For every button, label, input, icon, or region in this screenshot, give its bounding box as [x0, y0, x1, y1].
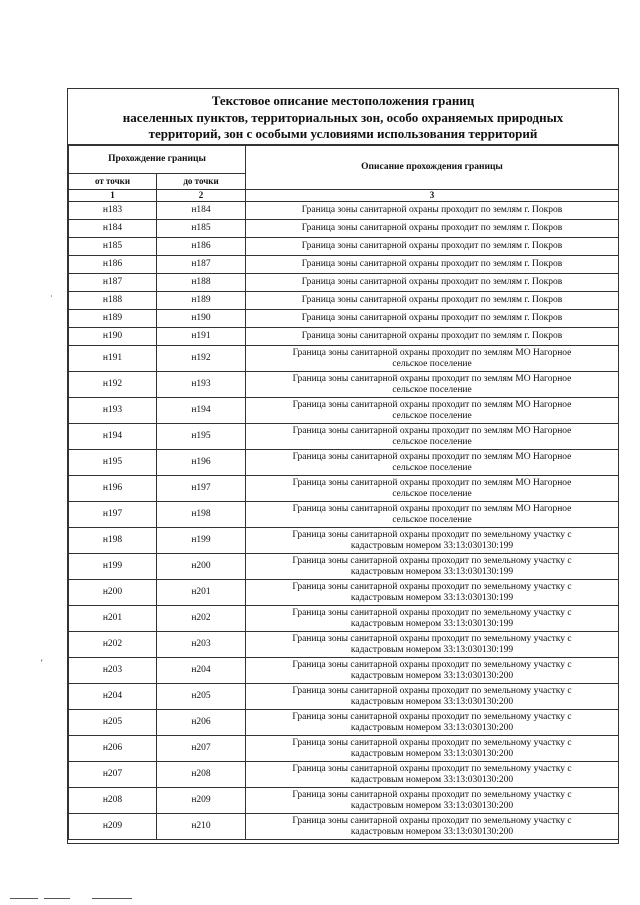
description-line: Граница зоны санитарной охраны проходит по земельному участку с	[292, 789, 572, 800]
to-point-cell: н198	[157, 502, 246, 528]
scan-dot: ·	[50, 292, 53, 301]
table-row	[69, 684, 619, 710]
to-point-cell: н185	[157, 220, 246, 238]
from-point-cell: н204	[69, 684, 157, 710]
boundary-table	[68, 145, 619, 840]
table-row	[69, 274, 619, 292]
to-point-cell: н203	[157, 632, 246, 658]
to-point-cell: н193	[157, 372, 246, 398]
from-point-cell: н191	[69, 346, 157, 372]
description-line: Граница зоны санитарной охраны проходит по землям МО Нагорное	[292, 347, 572, 358]
from-point-cell: н193	[69, 398, 157, 424]
to-point-cell: н202	[157, 606, 246, 632]
description-cell	[246, 238, 619, 256]
description-cell	[246, 580, 619, 606]
footer-dash	[92, 898, 132, 899]
table-row	[69, 256, 619, 274]
description-cell	[246, 220, 619, 238]
from-point-cell: н190	[69, 328, 157, 346]
description-cell	[246, 328, 619, 346]
to-point-cell: н209	[157, 788, 246, 814]
from-point-cell: н202	[69, 632, 157, 658]
table-row	[69, 658, 619, 684]
to-point-cell: н200	[157, 554, 246, 580]
from-point-cell: н196	[69, 476, 157, 502]
description-line: Граница зоны санитарной охраны проходит по землям МО Нагорное	[292, 425, 572, 436]
table-row	[69, 476, 619, 502]
description-cell	[246, 606, 619, 632]
description-line: Граница зоны санитарной охраны проходит по земельному участку с	[292, 711, 572, 722]
description-line: кадастровым номером 33:13:030130:200	[350, 800, 514, 811]
from-point-cell: н187	[69, 274, 157, 292]
table-row	[69, 762, 619, 788]
to-point-cell: н188	[157, 274, 246, 292]
description-line: Граница зоны санитарной охраны проходит по землям г. Покров	[301, 205, 563, 215]
from-point-cell: н200	[69, 580, 157, 606]
to-point-cell: н201	[157, 580, 246, 606]
description-line: Граница зоны санитарной охраны проходит по земельному участку с	[292, 763, 572, 774]
description-cell	[246, 554, 619, 580]
from-point-cell: н198	[69, 528, 157, 554]
to-point-cell: н210	[157, 814, 246, 840]
passage-header: Прохождение границы	[69, 146, 246, 174]
scan-tick: '	[41, 658, 43, 668]
from-point-cell: н208	[69, 788, 157, 814]
table-row	[69, 736, 619, 762]
from-point-cell: н192	[69, 372, 157, 398]
description-cell	[246, 632, 619, 658]
description-line: сельское поселение	[392, 358, 472, 369]
description-line: Граница зоны санитарной охраны проходит по земельному участку с	[292, 815, 572, 826]
description-cell	[246, 658, 619, 684]
from-point-cell: н189	[69, 310, 157, 328]
description-cell	[246, 814, 619, 840]
description-line: Граница зоны санитарной охраны проходит по землям МО Нагорное	[292, 399, 572, 410]
to-point-cell: н190	[157, 310, 246, 328]
table-row	[69, 606, 619, 632]
table-row	[69, 328, 619, 346]
to-point-cell: н207	[157, 736, 246, 762]
description-cell	[246, 502, 619, 528]
description-line: Граница зоны санитарной охраны проходит по землям г. Покров	[301, 223, 563, 233]
description-line: кадастровым номером 33:13:030130:199	[350, 540, 514, 551]
description-line: Граница зоны санитарной охраны проходит по землям г. Покров	[301, 277, 563, 287]
to-point-cell: н208	[157, 762, 246, 788]
description-line: сельское поселение	[392, 488, 472, 499]
from-point-cell: н197	[69, 502, 157, 528]
table-row	[69, 398, 619, 424]
table-row	[69, 502, 619, 528]
footer-dash	[44, 898, 70, 899]
description-line: кадастровым номером 33:13:030130:199	[350, 618, 514, 629]
description-line: Граница зоны санитарной охраны проходит по земельному участку с	[292, 659, 572, 670]
table-row	[69, 788, 619, 814]
description-line: кадастровым номером 33:13:030130:200	[350, 670, 514, 681]
description-line: Граница зоны санитарной охраны проходит по земельному участку с	[292, 685, 572, 696]
to-point-cell: н194	[157, 398, 246, 424]
table-row	[69, 310, 619, 328]
document-frame	[67, 88, 619, 844]
to-point-cell: н189	[157, 292, 246, 310]
from-point-cell: н194	[69, 424, 157, 450]
description-line: Граница зоны санитарной охраны проходит по землям г. Покров	[301, 295, 563, 305]
description-cell	[246, 710, 619, 736]
from-point-cell: н195	[69, 450, 157, 476]
description-line: сельское поселение	[392, 462, 472, 473]
description-cell	[246, 684, 619, 710]
description-cell	[246, 528, 619, 554]
description-line: кадастровым номером 33:13:030130:199	[350, 566, 514, 577]
to-point-header: до точки	[157, 174, 246, 190]
description-line: сельское поселение	[392, 514, 472, 525]
table-row	[69, 710, 619, 736]
description-line: кадастровым номером 33:13:030130:200	[350, 722, 514, 733]
description-line: Граница зоны санитарной охраны проходит по земельному участку с	[292, 529, 572, 540]
to-point-cell: н186	[157, 238, 246, 256]
title-line-2: населенных пунктов, территориальных зон, особо охраняемых природных	[122, 109, 564, 125]
to-point-cell: н206	[157, 710, 246, 736]
from-point-cell: н183	[69, 202, 157, 220]
from-point-cell: н185	[69, 238, 157, 256]
from-point-cell: н207	[69, 762, 157, 788]
description-cell	[246, 310, 619, 328]
description-line: кадастровым номером 33:13:030130:200	[350, 748, 514, 759]
header-row	[69, 146, 619, 174]
to-point-cell: н192	[157, 346, 246, 372]
from-point-cell: н209	[69, 814, 157, 840]
column-number-1: 1	[69, 190, 157, 202]
description-line: кадастровым номером 33:13:030130:199	[350, 592, 514, 603]
description-cell	[246, 372, 619, 398]
description-line: кадастровым номером 33:13:030130:200	[350, 696, 514, 707]
table-row	[69, 554, 619, 580]
description-line: сельское поселение	[392, 436, 472, 447]
table-row	[69, 220, 619, 238]
table-row	[69, 346, 619, 372]
description-line: сельское поселение	[392, 410, 472, 421]
title-line-3: территорий, зон с особыми условиями использования территорий	[148, 126, 538, 141]
table-row	[69, 202, 619, 220]
to-point-cell: н184	[157, 202, 246, 220]
table-row	[69, 814, 619, 840]
from-point-cell: н203	[69, 658, 157, 684]
column-number-3: 3	[246, 190, 619, 202]
to-point-cell: н205	[157, 684, 246, 710]
description-header: Описание прохождения границы	[246, 146, 619, 190]
description-line: Граница зоны санитарной охраны проходит по землям г. Покров	[301, 313, 563, 323]
document-title	[68, 89, 618, 145]
table-row	[69, 580, 619, 606]
table-body	[69, 202, 619, 840]
description-cell	[246, 202, 619, 220]
description-line: Граница зоны санитарной охраны проходит по землям г. Покров	[301, 259, 563, 269]
description-line: Граница зоны санитарной охраны проходит по землям г. Покров	[301, 331, 563, 341]
table-row	[69, 450, 619, 476]
from-point-cell: н199	[69, 554, 157, 580]
description-line: Граница зоны санитарной охраны проходит по земельному участку с	[292, 633, 572, 644]
from-point-header: от точки	[69, 174, 157, 190]
description-line: Граница зоны санитарной охраны проходит по землям МО Нагорное	[292, 373, 572, 384]
table-row	[69, 372, 619, 398]
to-point-cell: н199	[157, 528, 246, 554]
description-line: Граница зоны санитарной охраны проходит по земельному участку с	[292, 607, 572, 618]
description-cell	[246, 450, 619, 476]
footer-dash	[10, 898, 38, 899]
description-line: кадастровым номером 33:13:030130:200	[350, 774, 514, 785]
table-row	[69, 424, 619, 450]
description-cell	[246, 346, 619, 372]
to-point-cell: н191	[157, 328, 246, 346]
description-line: Граница зоны санитарной охраны проходит по землям МО Нагорное	[292, 503, 572, 514]
from-point-cell: н186	[69, 256, 157, 274]
from-point-cell: н205	[69, 710, 157, 736]
description-cell	[246, 256, 619, 274]
to-point-cell: н195	[157, 424, 246, 450]
from-point-cell: н201	[69, 606, 157, 632]
from-point-cell: н188	[69, 292, 157, 310]
from-point-cell: н184	[69, 220, 157, 238]
to-point-cell: н196	[157, 450, 246, 476]
description-line: Граница зоны санитарной охраны проходит по земельному участку с	[292, 555, 572, 566]
description-line: сельское поселение	[392, 384, 472, 395]
description-line: кадастровым номером 33:13:030130:199	[350, 644, 514, 655]
table-row	[69, 632, 619, 658]
to-point-cell: н197	[157, 476, 246, 502]
description-line: Граница зоны санитарной охраны проходит по земельному участку с	[292, 737, 572, 748]
description-cell	[246, 476, 619, 502]
description-line: Граница зоны санитарной охраны проходит по землям МО Нагорное	[292, 477, 572, 488]
title-line-1: Текстовое описание местоположения границ	[211, 93, 475, 108]
description-cell	[246, 788, 619, 814]
description-cell	[246, 736, 619, 762]
description-cell	[246, 424, 619, 450]
column-numbers-row	[69, 190, 619, 202]
description-cell	[246, 292, 619, 310]
description-cell	[246, 762, 619, 788]
table-row	[69, 292, 619, 310]
description-cell	[246, 274, 619, 292]
description-line: Граница зоны санитарной охраны проходит по землям г. Покров	[301, 241, 563, 251]
to-point-cell: н204	[157, 658, 246, 684]
description-cell	[246, 398, 619, 424]
description-line: кадастровым номером 33:13:030130:200	[350, 826, 514, 837]
from-point-cell: н206	[69, 736, 157, 762]
to-point-cell: н187	[157, 256, 246, 274]
column-number-2: 2	[157, 190, 246, 202]
table-row	[69, 238, 619, 256]
description-line: Граница зоны санитарной охраны проходит по земельному участку с	[292, 581, 572, 592]
description-line: Граница зоны санитарной охраны проходит по землям МО Нагорное	[292, 451, 572, 462]
table-row	[69, 528, 619, 554]
